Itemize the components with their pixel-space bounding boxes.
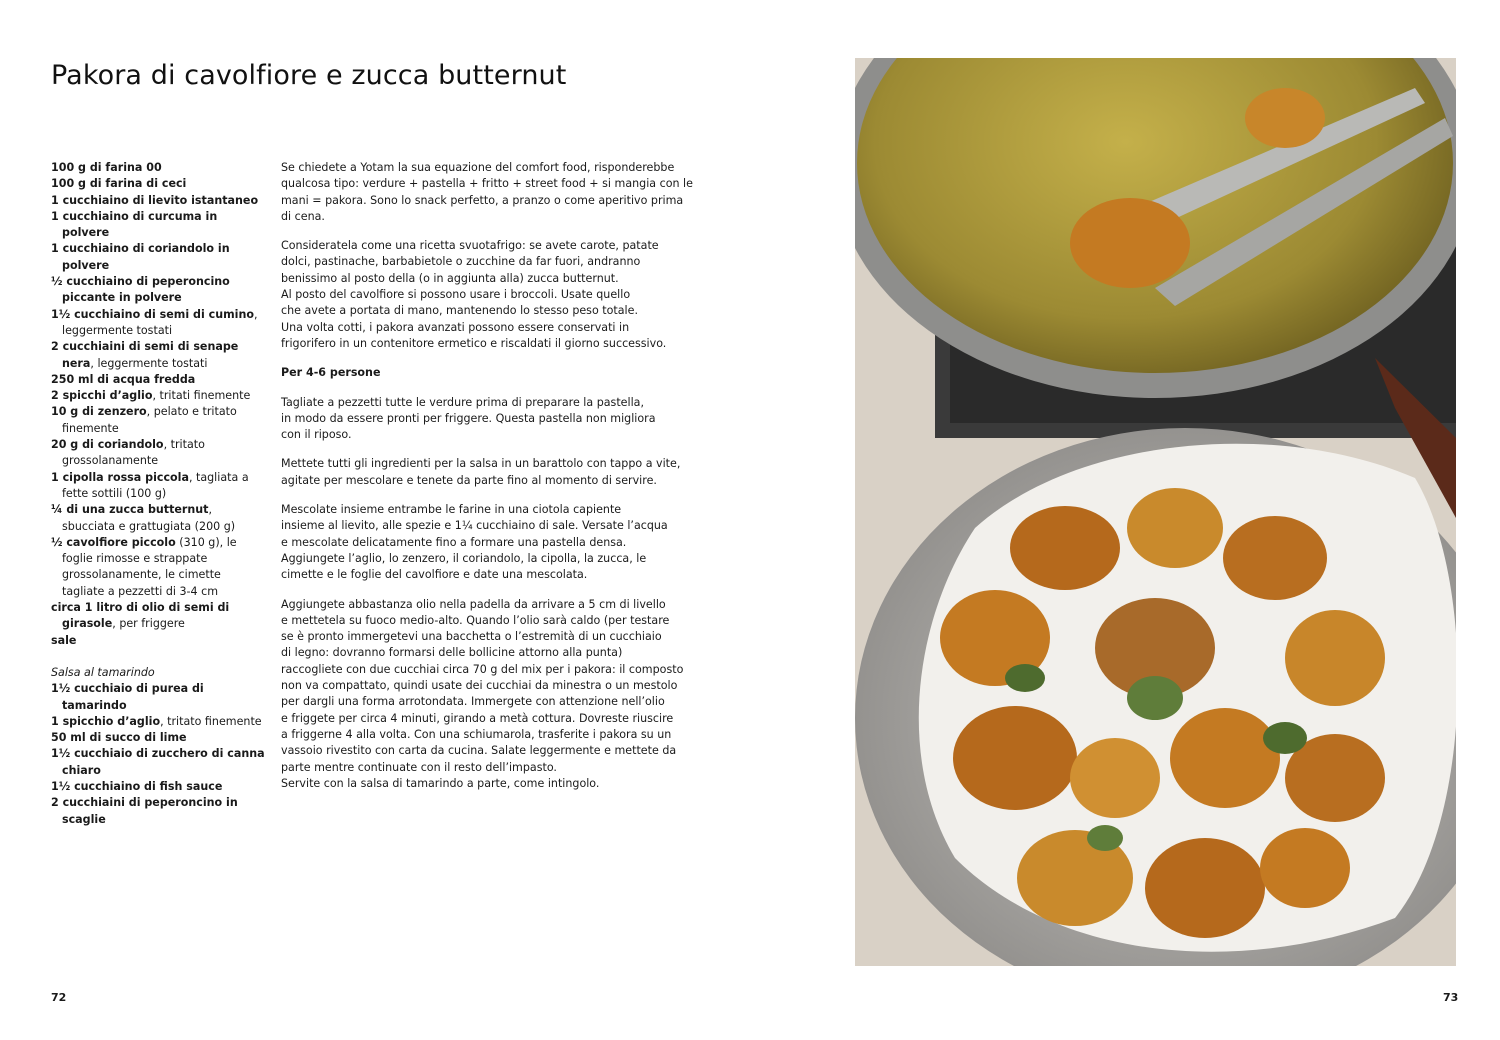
ingredient-item <box>51 307 266 340</box>
frying-fritter <box>1070 198 1190 288</box>
ingredient-name: 1 spicchio d’aglio <box>51 714 161 728</box>
step-3: Mescolate insieme entrambe le farine in una ciotola capiente insieme al lievito, alle spezie e 1¼ cucchiaino di sale. Versate l’acqua e mescolate delicatamente fino a formare una pastella densa. Aggiungete l’aglio, lo zenzero, il coriandolo, la cipolla, la zucca, le cimette e le foglie del cavolfiore e date una mescolata. <box>281 503 668 582</box>
ingredient-note: , sbucciata e grattugiata (200 g) <box>62 503 236 533</box>
recipe-photo <box>855 58 1456 966</box>
ingredient-item <box>51 437 266 470</box>
ingredient-note: (310 g), le foglie rimosse e strappate grossolanamente, le cimette tagliate a pezzetti di 3-4 cm <box>62 535 237 598</box>
ingredient-item <box>51 795 266 828</box>
ingredient-item <box>51 633 266 649</box>
ingredient-item <box>51 339 266 372</box>
sauce-ingredients <box>51 681 266 828</box>
ingredient-item <box>51 470 266 503</box>
ingredient-name: 1½ cucchiaio di purea di tamarindo <box>51 682 204 712</box>
ingredient-name: 20 g di coriandolo <box>51 438 164 452</box>
ingredient-item <box>51 502 266 535</box>
step-2: Mettete tutti gli ingredienti per la salsa in un barattolo con tappo a vite, agitate per mescolare e tenete da parte fino al momento di servire. <box>281 457 681 487</box>
ingredient-name: ½ cavolfiore piccolo <box>51 535 176 549</box>
ingredient-item <box>51 372 266 388</box>
ingredient-name: ½ cucchiaino di peperoncino piccante in polvere <box>51 275 230 305</box>
ingredient-note: , tritati finemente <box>152 389 251 403</box>
ingredient-item <box>51 600 266 633</box>
ingredient-name: 1½ cucchiaio di zucchero di canna chiaro <box>51 747 265 777</box>
ingredient-name: 1 cipolla rossa piccola <box>51 470 189 484</box>
ingredient-name: 1 cucchiaino di curcuma in polvere <box>51 209 218 240</box>
ingredient-item <box>51 535 266 600</box>
ingredient-item <box>51 746 266 779</box>
ingredient-note: , tritato finemente <box>160 714 262 728</box>
ingredient-item <box>51 714 266 730</box>
ingredient-item <box>51 779 266 795</box>
ingredient-name: circa 1 litro di olio di semi di girasole <box>51 601 230 631</box>
ingredient-name: 2 cucchiaini di peperoncino in scaglie <box>51 796 238 826</box>
ingredient-name: 100 g di farina di ceci <box>51 177 187 191</box>
ingredient-name: sale <box>51 633 77 647</box>
step-1: Tagliate a pezzetti tutte le verdure prima di preparare la pastella, in modo da essere pronti per friggere. Questa pastella non migliora con il riposo. <box>281 395 656 442</box>
ingredient-note: , tagliata a fette sottili (100 g) <box>62 470 249 500</box>
tips-paragraph: Consideratela come una ricetta svuotafrigo: se avete carote, patate dolci, pastinache, barbabietole o zucchine da far fuori, andranno benissimo al posto della (o in aggiunta alla) zucca butternut. Al posto del cavolfiore si possono usare i broccoli. Usate quello che avete a portata di mano, mantenendo lo stesso peso totale. Una volta cotti, i pakora avanzati possono essere conservati in frigorifero in un contenitore ermetico e riscaldati il giorno successivo. <box>281 239 667 350</box>
ingredient-item <box>51 193 266 209</box>
main-ingredients <box>51 160 266 649</box>
step-4: Aggiungete abbastanza olio nella padella da arrivare a 5 cm di livello e mettetela su fuoco medio-alto. Quando l’olio sarà caldo (per testare se è pronto immergetevi una bacchetta o l’estremità di un cucchiaio di legno: dovranno formarsi delle bollicine attorno alla punta) raccogliete con due cucchiai circa 70 g del mix per i pakora: il composto non va compattato, quindi usate dei cucchiai da minestra o un mestolo per dargli una forma arrotondata. Immergete con attenzione nell’olio e friggete per circa 4 minuti, girando a metà cottura. Dovreste riuscire a friggerne 4 alla volta. Con una schiumarola, trasferite i pakora su un vassoio rivestito con carta da cucina. Salate leggermente e mettete da parte mentre continuate con il resto dell’impasto. Servite con la salsa di tamarindo a parte, come intingolo. <box>281 597 684 790</box>
intro-paragraph: Se chiedete a Yotam la sua equazione del comfort food, risponderebbe qualcosa tipo: verdure + pastella + fritto + street food + si mangia con le mani = pakora. Sono lo snack perfetto, a pranzo o come aperitivo prima di cena. <box>281 161 693 223</box>
ingredient-item <box>51 241 266 274</box>
ingredient-item <box>51 176 266 192</box>
ingredient-name: 100 g di farina 00 <box>51 161 162 174</box>
ingredient-item <box>51 730 266 746</box>
ingredient-note: , tritato grossolanamente <box>62 438 205 468</box>
ingredient-name: 1 cucchiaino di coriandolo in polvere <box>51 242 230 272</box>
ingredient-item <box>51 274 266 307</box>
ingredient-note: , pelato e tritato finemente <box>62 405 237 435</box>
photo-illustration <box>855 58 1456 966</box>
ingredient-name: 1 cucchiaino di lievito istantaneo <box>51 193 259 207</box>
sauce-heading: Salsa al tamarindo <box>51 665 155 679</box>
ingredient-name: 2 cucchiaini di semi di senape nera <box>51 340 239 370</box>
ingredient-item <box>51 404 266 437</box>
ingredient-name: 1½ cucchiaino di semi di cumino <box>51 307 254 321</box>
ingredient-note: , leggermente tostati <box>90 356 208 370</box>
ingredient-item <box>51 160 266 176</box>
ingredient-item <box>51 209 266 242</box>
ingredient-item <box>51 388 266 404</box>
recipe-title: Pakora di cavolfiore e zucca butternut <box>51 60 567 91</box>
page-number-left: 72 <box>51 991 67 1004</box>
ingredient-name: 250 ml di acqua fredda <box>51 372 196 386</box>
method-text <box>281 160 711 805</box>
ingredient-name: 10 g di zenzero <box>51 405 147 419</box>
ingredients-list <box>51 160 266 828</box>
ingredient-name: 1½ cucchiaino di fish sauce <box>51 779 223 793</box>
page-number-right: 73 <box>1443 991 1459 1004</box>
ingredient-note: , per friggere <box>112 617 185 631</box>
serves-label: Per 4-6 persone <box>281 366 381 380</box>
ingredient-name: 2 spicchi d’aglio <box>51 389 153 403</box>
ingredient-item <box>51 681 266 714</box>
ingredient-name: 50 ml di succo di lime <box>51 731 187 745</box>
ingredient-note: , leggermente tostati <box>62 307 258 337</box>
ingredient-name: ¼ di una zucca butternut <box>51 503 209 517</box>
